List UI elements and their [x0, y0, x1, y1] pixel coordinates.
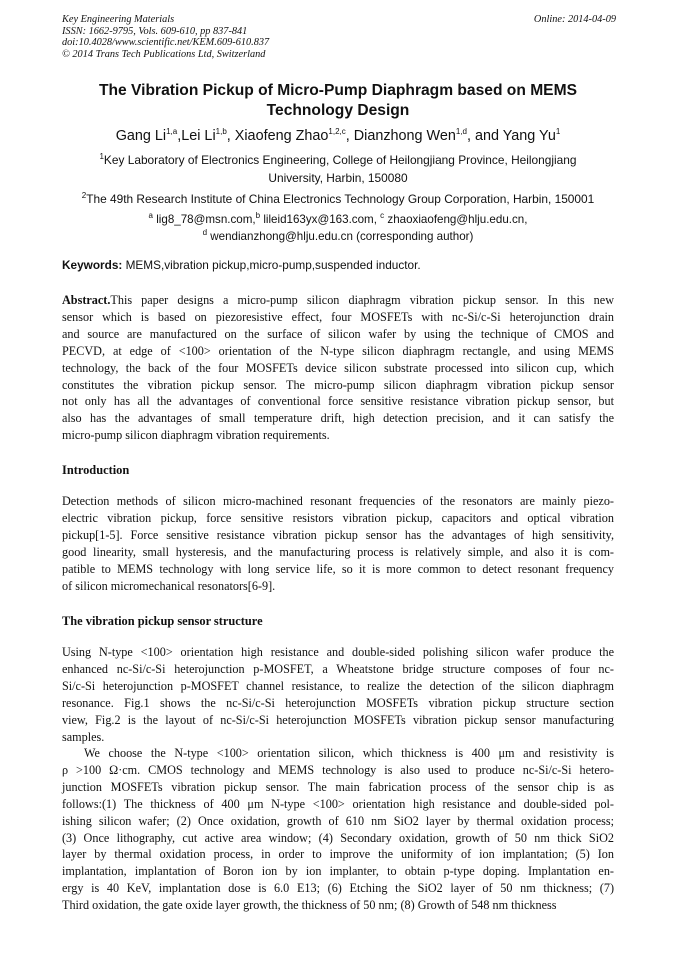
email-link[interactable]: wendianzhong@hlju.edu.cn (corresponding author): [210, 230, 474, 243]
title-line: The Vibration Pickup of Micro-Pump Diaphragm based on MEMS: [99, 82, 577, 99]
copyright-line: © 2014 Trans Tech Publications Ltd, Switzerland: [62, 48, 266, 60]
email-link[interactable]: zhaoxiaofeng@hlju.edu.cn,: [387, 213, 528, 226]
title-line: Technology Design: [266, 102, 410, 119]
paper-title: [62, 81, 614, 121]
section-heading-introduction: Introduction: [62, 463, 130, 477]
affiliation-1: [62, 152, 614, 187]
affiliation-mark: 2: [81, 191, 87, 201]
affiliation-text: Key Laboratory of Electronics Engineering, College of Heilongjiang Province, Heilongjiang: [103, 153, 577, 167]
structure-paragraph-1: Using N-type <100> orientation high resistance and double-sided polishing silicon wafer produce the enhanced nc-Si/c-Si heterojunction p-MOSFET, a Wheatstone bridge structure composes of four nc- Si/c-Si heterojunction p-MOSFET channel resistance, to realize the detection of the silicon diaphragm resonance. Fig.1 shows the nc-Si/c-Si heterojunction MOSFETs vibration pickup structure section view, Fig.2 is the layout of nc-Si/c-Si heterojunction MOSFETs vibration pickup sensor manufacturing samples.: [62, 645, 614, 744]
keywords-text: MEMS,vibration pickup,micro-pump,suspended inductor.: [125, 258, 421, 272]
section-heading-structure: The vibration pickup sensor structure: [62, 614, 263, 628]
author: Yang Yu$^1$: [502, 127, 561, 144]
affiliation-2: [62, 191, 614, 209]
abstract-label: Abstract.: [62, 293, 111, 307]
introduction-paragraph: Detection methods of silicon micro-machined resonant frequencies of the resonators are mainly piezo- electric vibration pickup, force sensitive resistors vibration pickup, capacitors and optical vibration pickup[1-5]. Force sensitive resistance vibration pickup sensor has the advantages of high sensitivity, good linearity, small hysteresis, and the manufacturing process is relatively simple, and also it is com- patible to MEMS technology with long service life, so it is more common to detect resonant frequency of silicon micromechanical resonators[6-9].: [62, 494, 614, 593]
email-link[interactable]: lig8_78@msn.com,: [156, 213, 256, 226]
journal-header: [62, 14, 269, 60]
doi-line: doi:10.4028/www.scientific.net/KEM.609-610.837: [62, 37, 270, 48]
online-date: Online: 2014-04-09: [533, 14, 616, 25]
author-emails: $^a$ lig8_78@msn.com,$^b$ lileid163yx@163.com, $^c$ zhaoxiaofeng@hlju.edu.cn, $^d$ wendianzhong@hlju.edu.cn (corresponding author): [148, 211, 528, 243]
email-link[interactable]: lileid163yx@163.com,: [263, 213, 377, 226]
author-list: [62, 126, 614, 146]
affiliation-text: The 49th Research Institute of China Electronics Technology Group Corporation, Harbin, 150001: [86, 192, 595, 206]
abstract: Abstract.This paper designs a micro-pump silicon diaphragm vibration pickup sensor. In this new sensor which is based on piezoresistive effect, four MOSFETs with nc-Si/c-Si heterojunction drain and source are manufactured on the surface of silicon wafer by using the technique of CMOS and PECVD, at edge of <100> orientation of the N-type silicon diaphragm rectangle, and using MEMS technology, the back of the four MOSFETs device silicon substrate processed into silicon cup, which constitutes the vibration pickup sensor. The micro-pump silicon diaphragm vibration pickup sensor not only has all the advantages of conventional force sensitive resistance vibration pickup sensor, but also has the advantages of small temperature drift, high detection precision, and it can satisfy the micro-pump silicon diaphragm vibration requirements.: [62, 293, 614, 443]
keywords-label: Keywords:: [62, 258, 123, 272]
author: Lei Li$^{1,b}$,: [181, 127, 235, 144]
journal-name: Key Engineering Materials: [62, 14, 175, 25]
affiliation-mark: 1: [99, 152, 104, 162]
author: Gang Li$^{1,a}$,: [115, 127, 182, 144]
author: Xiaofeng Zhao$^{1,2,c}$,: [234, 127, 354, 144]
issn-line: ISSN: 1662-9795, Vols. 609-610, pp 837-841: [62, 25, 248, 37]
keywords: [62, 257, 614, 273]
affiliation-text: University, Harbin, 150080: [268, 170, 408, 185]
structure-paragraph-2: We choose the N-type <100> orientation silicon, which thickness is 400 μm and resistivity is ρ >100 Ω·cm. CMOS technology and MEMS technology is also used to produce nc-Si/c-Si hetero- junction MOSFETs vibration pickup sensor. The main fabrication process of the sensor chip is as follows:(1) The thickness of 400 μm N-type <100> orientation high resistance and double-sided pol- ishing silicon wafer; (2) Once oxidation, growth of 610 nm SiO2 layer by thermal oxidation process; (3) Once lithography, cut active area window; (4) Secondary oxidation, growth of 50 nm thick SiO2 layer by thermal oxidation process, in order to improve the uniformity of ion implantation; (5) Ion implantation, implantation of Boron ion by ion implanter, to obtain p-type doping. Implantation en- ergy is 40 KeV, implantation dose is 6.0 E13; (6) Etching the SiO2 layer of 50 nm thickness; (7) Third oxidation, the gate oxide layer growth, the thickness of 50 nm; (8) Growth of 548 nm thickness: [62, 746, 614, 913]
author: Dianzhong Wen$^{1,d}$, and: [353, 127, 503, 144]
